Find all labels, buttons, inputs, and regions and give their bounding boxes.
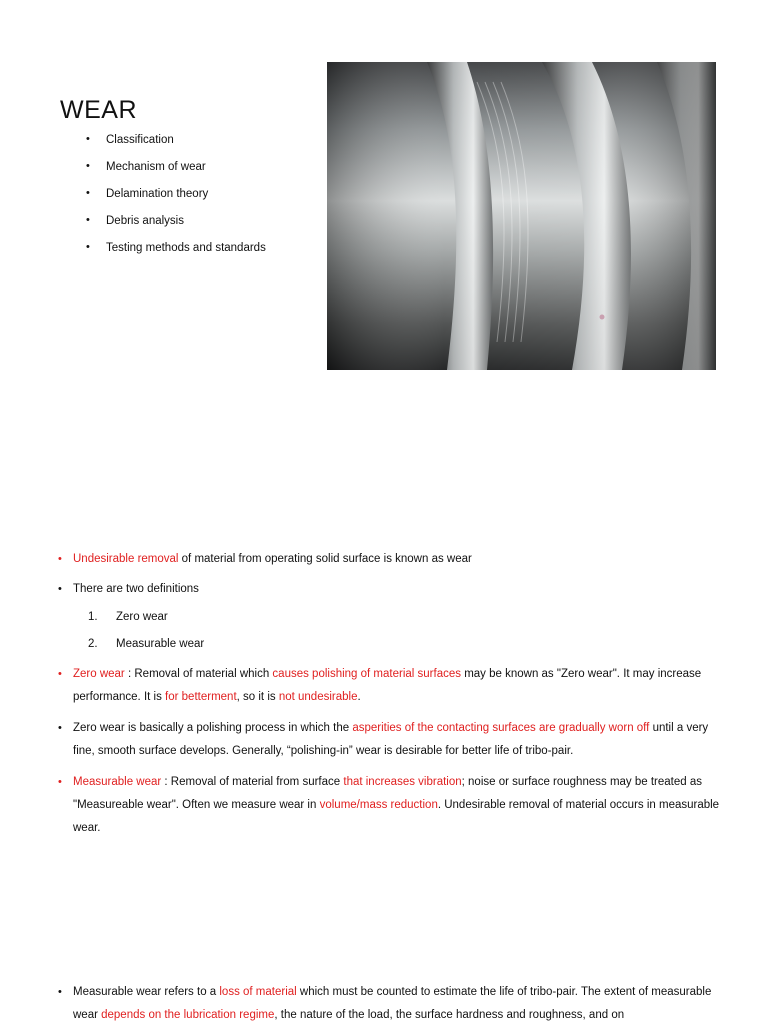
list-item: • Delamination theory <box>88 188 208 200</box>
bullet-icon: • <box>58 668 62 680</box>
bullet-zero-wear: • Zero wear : Removal of material which causes polishing of material surfaces may be known as "Zero wear". It may increase performance. It is for betterment, so it is not undesirable. <box>73 663 723 709</box>
bullet-polishing: • Zero wear is basically a polishing process in which the asperities of the contacting surfaces are gradually worn off until a very fine, smooth surface develops. Generally, “polishing-in” wear is desirable for better life of tribo-pair. <box>73 717 723 763</box>
bullet-icon: • <box>58 776 62 788</box>
bullet-definition: • Undesirable removal of material from operating solid surface is known as wear <box>73 548 723 571</box>
numbered-item: 2. Measurable wear <box>88 638 205 650</box>
slide-title: WEAR <box>60 96 137 124</box>
bullet-icon: • <box>58 986 62 998</box>
list-item: • Debris analysis <box>88 215 184 227</box>
numbered-item: 1. Zero wear <box>88 611 168 623</box>
list-item: • Classification <box>88 134 174 146</box>
bullet-measurable-wear-refers: • Measurable wear refers to a loss of material which must be counted to estimate the life of tribo-pair. The extent of measurable wear depends on the lubrication regime, the nature of the load, the surface hardness and roughness, and on <box>73 981 723 1027</box>
list-item: • Mechanism of wear <box>88 161 206 173</box>
bullet-icon: • <box>58 583 62 595</box>
worn-screw-photo <box>327 62 716 370</box>
bullet-icon: • <box>58 553 62 565</box>
bullet-measurable-wear: • Measurable wear : Removal of material from surface that increases vibration; noise or surface roughness may be treated as "Measureable wear". Often we measure wear in volume/mass reduction. Undesirable removal of material occurs in measurable wear. <box>73 771 723 840</box>
bullet-icon: • <box>58 722 62 734</box>
list-item: • Testing methods and standards <box>88 242 266 254</box>
bullet-two-definitions: • There are two definitions <box>73 578 723 601</box>
